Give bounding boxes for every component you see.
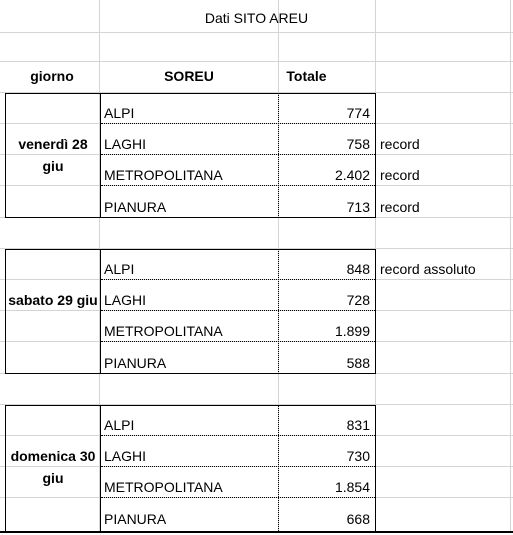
note-cell: record — [380, 167, 420, 183]
day-label: venerdì 28 giu — [18, 136, 88, 174]
day-label: domenica 30 giu — [10, 448, 96, 486]
column-separator — [100, 405, 101, 533]
column-separator — [100, 93, 101, 218]
header-totale: Totale — [286, 68, 327, 84]
soreu-cell: LAGHI — [104, 448, 147, 464]
soreu-cell: ALPI — [104, 417, 135, 433]
column-separator — [278, 405, 279, 533]
totale-cell: 831 — [346, 417, 370, 433]
totale-cell: 668 — [346, 511, 370, 527]
header-soreu: SOREU — [164, 68, 214, 84]
soreu-cell: METROPOLITANA — [104, 167, 223, 183]
soreu-cell: METROPOLITANA — [104, 479, 223, 495]
note-cell: record — [380, 136, 420, 152]
soreu-cell: PIANURA — [104, 199, 167, 215]
totale-cell: 728 — [346, 292, 370, 308]
soreu-cell: METROPOLITANA — [104, 323, 223, 339]
note-cell — [380, 410, 510, 441]
soreu-cell: LAGHI — [104, 136, 147, 152]
totale-cell: 758 — [346, 136, 370, 152]
totale-cell: 2.402 — [334, 167, 370, 183]
totale-cell: 774 — [346, 105, 370, 121]
totale-cell: 848 — [346, 261, 370, 277]
sheet-title: Dati SITO AREU — [204, 10, 309, 26]
totale-cell: 730 — [346, 448, 370, 464]
column-separator — [278, 249, 279, 374]
note-cell: record — [380, 199, 420, 215]
day-label: sabato 29 giu — [8, 292, 98, 308]
note-cell — [380, 472, 510, 503]
note-cell — [380, 98, 510, 129]
soreu-cell: PIANURA — [104, 355, 167, 371]
soreu-cell: ALPI — [104, 261, 135, 277]
header-giorno: giorno — [30, 68, 74, 84]
note-cell — [380, 285, 510, 316]
note-cell: record assoluto — [380, 261, 476, 277]
note-cell — [380, 441, 510, 472]
grid-column-line — [510, 0, 511, 533]
column-separator — [100, 249, 101, 374]
note-cell — [380, 348, 510, 379]
soreu-cell: PIANURA — [104, 511, 167, 527]
totale-cell: 1.899 — [334, 323, 370, 339]
totale-cell: 1.854 — [334, 479, 370, 495]
note-cell — [380, 504, 510, 531]
totale-cell: 588 — [346, 355, 370, 371]
column-separator — [278, 93, 279, 218]
note-cell — [380, 316, 510, 347]
totale-cell: 713 — [346, 199, 370, 215]
soreu-cell: LAGHI — [104, 292, 147, 308]
soreu-cell: ALPI — [104, 105, 135, 121]
